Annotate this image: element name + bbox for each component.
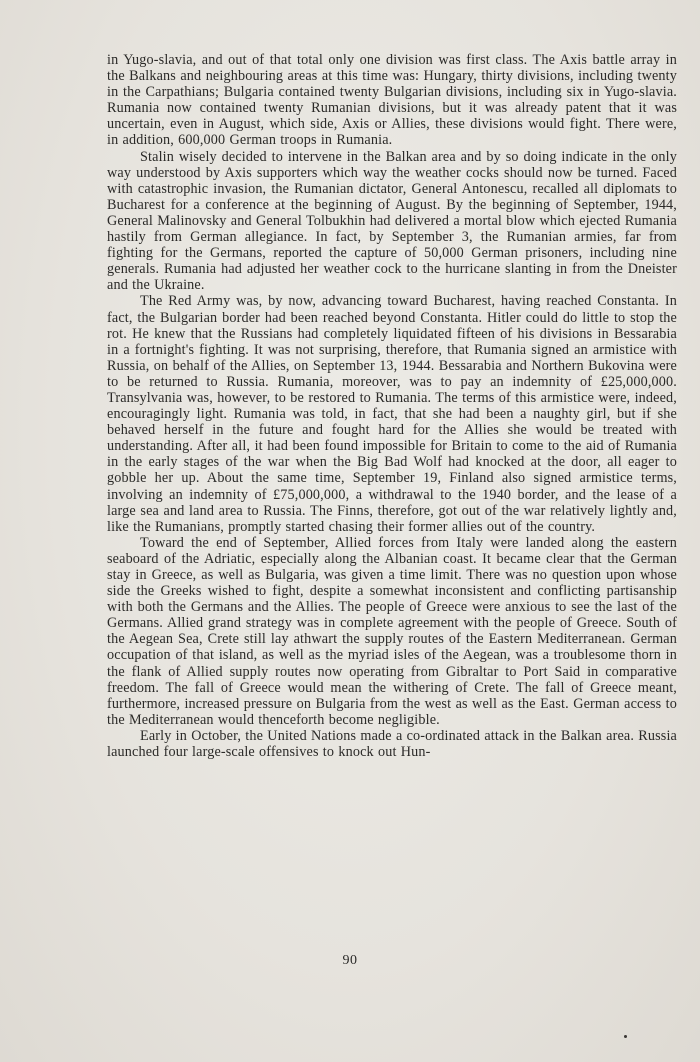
body-text — [107, 52, 677, 760]
paragraph-3: The Red Army was, by now, advancing toward Bucharest, having reached Constanta. In fact, the Bulgarian border had been reached beyond Constanta. Hitler could do little to stop the rot. He knew that the Russians had completely liquidated fifteen of his divisions in Bessarabia in a fortnight's fighting. It was not surprising, therefore, that Rumania signed an armistice with Russia, on behalf of the Allies, on September 13, 1944. Bessarabia and Northern Bukovina were to be returned to Russia. Rumania, moreover, was to pay an indemnity of £25,000,000. Transylvania was, however, to be restored to Rumania. The terms of this armistice were, indeed, encouragingly light. Rumania was told, in fact, that she had been a naughty girl, but if she behaved herself in the future and fought hard for the Allies she would be treated with understanding. After all, it had been found impossible for Britain to come to the aid of Rumania in the early stages of the war when the Big Bad Wolf had knocked at the door, all eager to gobble her up. About the same time, September 19, Finland also signed armistice terms, involving an indemnity of £75,000,000, a withdrawal to the 1940 border, and the lease of a large sea and land area to Russia. The Finns, therefore, got out of the war relatively lightly and, like the Rumanians, promptly started chasing their former allies out of the country. — [107, 293, 677, 535]
paragraph-5: Early in October, the United Nations made a co-ordinated attack in the Balkan area. Russia launched four large-scale offensives to knock out Hun- — [107, 727, 677, 761]
paragraph-1: in Yugo-slavia, and out of that total only one division was first class. The Axis battle array in the Balkans and neighbouring areas at this time was: Hungary, thirty divisions, including twenty in the Carpathians; Bulgaria contained twenty Bulgarian divisions, including six in Yugo-slavia. Rumania now contained twenty Rumanian divisions, but it was already patent that it was uncertain, even in August, which side, Axis or Allies, these divisions would fight. There were, in addition, 600,000 German troops in Rumania. — [107, 52, 677, 149]
paragraph-4: Toward the end of September, Allied forces from Italy were landed along the eastern seaboard of the Adriatic, especially along the Albanian coast. It became clear that the German stay in Greece, as well as Bulgaria, was given a time limit. There was no question upon whose side the Greeks wished to fight, despite a somewhat inconsistent and conflicting partisanship with both the Germans and the Allies. The people of Greece were anxious to see the last of the Germans. Allied grand strategy was in complete agreement with the people of Greece. South of the Aegean Sea, Crete still lay athwart the supply routes of the Eastern Mediterranean. German occupation of that island, as well as the myriad isles of the Aegean, was a troublesome thorn in the flank of Allied supply routes now operating from Gibraltar to Port Said in comparative freedom. The fall of Greece would mean the withering of Crete. The fall of Greece meant, furthermore, increased pressure on Bulgaria from the west as well as the East. German access to the Mediterranean would thenceforth become negligible. — [107, 534, 677, 728]
page-number: 90 — [342, 953, 358, 968]
ink-speck — [624, 1035, 627, 1038]
paragraph-2: Stalin wisely decided to intervene in the Balkan area and by so doing indicate in the only way understood by Axis supporters which way the weather cocks should now be turned. Faced with catastrophic invasion, the Rumanian dictator, General Antonescu, recalled all diplomats to Bucharest for a conference at the beginning of August. By the beginning of September, 1944, General Malinovsky and General Tolbukhin had delivered a mortal blow which ejected Rumania hastily from German allegiance. In fact, by September 3, the Rumanian armies, far from fighting for the Germans, reported the capture of 50,000 German prisoners, including nine generals. Rumania had adjusted her weather cock to the hurricane slanting in from the Dneister and the Ukraine. — [107, 148, 677, 294]
